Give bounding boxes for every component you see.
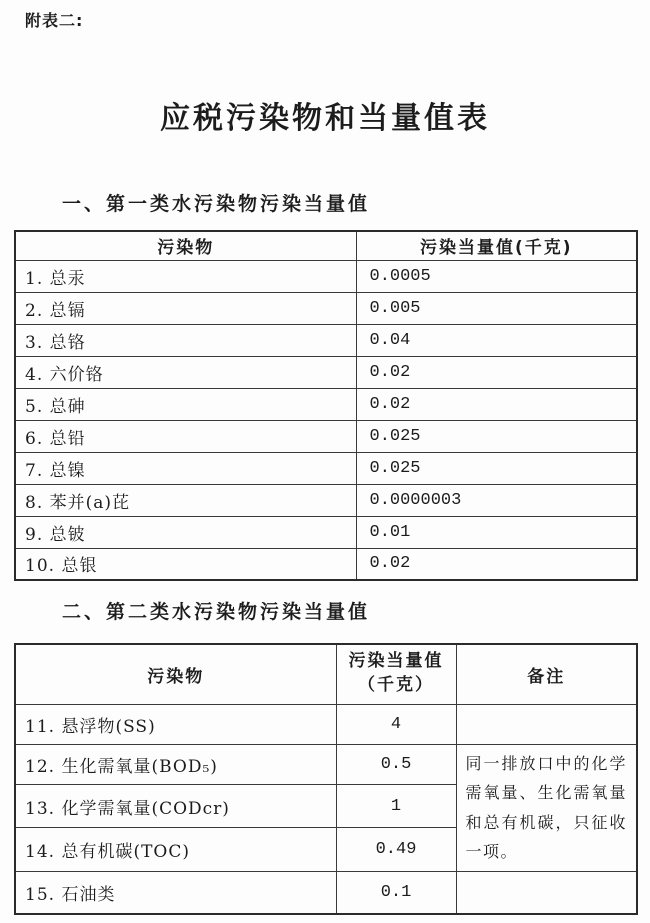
table-row (15, 871, 637, 914)
table-1-header-row (15, 231, 637, 260)
pollutant-cell: 3. 总铬 (15, 324, 356, 356)
pollutant-cell: 14. 总有机碳(TOC) (15, 828, 336, 872)
pollutant-cell: 2. 总镉 (15, 292, 356, 324)
table-row (15, 292, 637, 324)
table-row (15, 388, 637, 420)
column-header-equivalent-value (336, 644, 456, 704)
value-cell: 0.49 (336, 828, 456, 872)
table-row (15, 484, 637, 516)
column-header-pollutant: 污染物 (15, 644, 336, 704)
value-cell: 0.5 (336, 744, 456, 785)
table-row (15, 744, 637, 785)
pollutant-cell: 13. 化学需氧量(CODcr) (15, 785, 336, 828)
pollutant-cell: 4. 六价铬 (15, 356, 356, 388)
header-line-1: 污染当量值 (348, 651, 444, 672)
value-cell: 0.04 (356, 324, 637, 356)
table-row (15, 420, 637, 452)
pollutant-cell: 8. 苯并(a)芘 (15, 484, 356, 516)
pollutant-cell: 1. 总汞 (15, 260, 356, 292)
header-line-2: （千克） (358, 675, 434, 696)
value-cell: 0.02 (356, 356, 637, 388)
document-title: 应税污染物和当量值表 (160, 101, 490, 136)
table-row (15, 516, 637, 548)
remark-cell-merged: 同一排放口中的化学需氧量、生化需氧量和总有机碳，只征收一项。 (456, 744, 637, 871)
value-cell: 0.02 (356, 388, 637, 420)
table-row (15, 548, 637, 580)
column-header-remark: 备注 (456, 644, 637, 704)
value-cell: 1 (336, 785, 456, 828)
table-row (15, 704, 637, 744)
table-row (15, 452, 637, 484)
remark-cell-empty (456, 871, 637, 914)
value-cell: 0.01 (356, 516, 637, 548)
pollutant-cell: 9. 总铍 (15, 516, 356, 548)
pollutant-cell: 5. 总砷 (15, 388, 356, 420)
pollutant-cell: 12. 生化需氧量(BOD₅) (15, 744, 336, 785)
table-row (15, 260, 637, 292)
table-row (15, 324, 637, 356)
pollutant-cell: 10. 总银 (15, 548, 356, 580)
table-row (15, 356, 637, 388)
table-first-class-water-pollutants (14, 230, 638, 581)
value-cell: 0.025 (356, 452, 637, 484)
value-cell: 0.0000003 (356, 484, 637, 516)
value-cell: 0.0005 (356, 260, 637, 292)
section-1-heading: 一、第一类水污染物污染当量值 (62, 193, 371, 215)
pollutant-cell: 7. 总镍 (15, 452, 356, 484)
value-cell: 0.1 (336, 871, 456, 914)
remark-cell-empty (456, 704, 637, 744)
appendix-label: 附表二: (25, 11, 84, 30)
section-2-heading: 二、第二类水污染物污染当量值 (62, 601, 371, 623)
pollutant-cell: 15. 石油类 (15, 871, 336, 914)
value-cell: 0.005 (356, 292, 637, 324)
table-2-header-row (15, 644, 637, 704)
pollutant-cell: 11. 悬浮物(SS) (15, 704, 336, 744)
value-cell: 0.02 (356, 548, 637, 580)
table-second-class-water-pollutants (14, 643, 638, 915)
pollutant-cell: 6. 总铅 (15, 420, 356, 452)
column-header-pollutant: 污染物 (15, 231, 356, 260)
column-header-equivalent-value: 污染当量值(千克) (356, 231, 637, 260)
value-cell: 4 (336, 704, 456, 744)
value-cell: 0.025 (356, 420, 637, 452)
